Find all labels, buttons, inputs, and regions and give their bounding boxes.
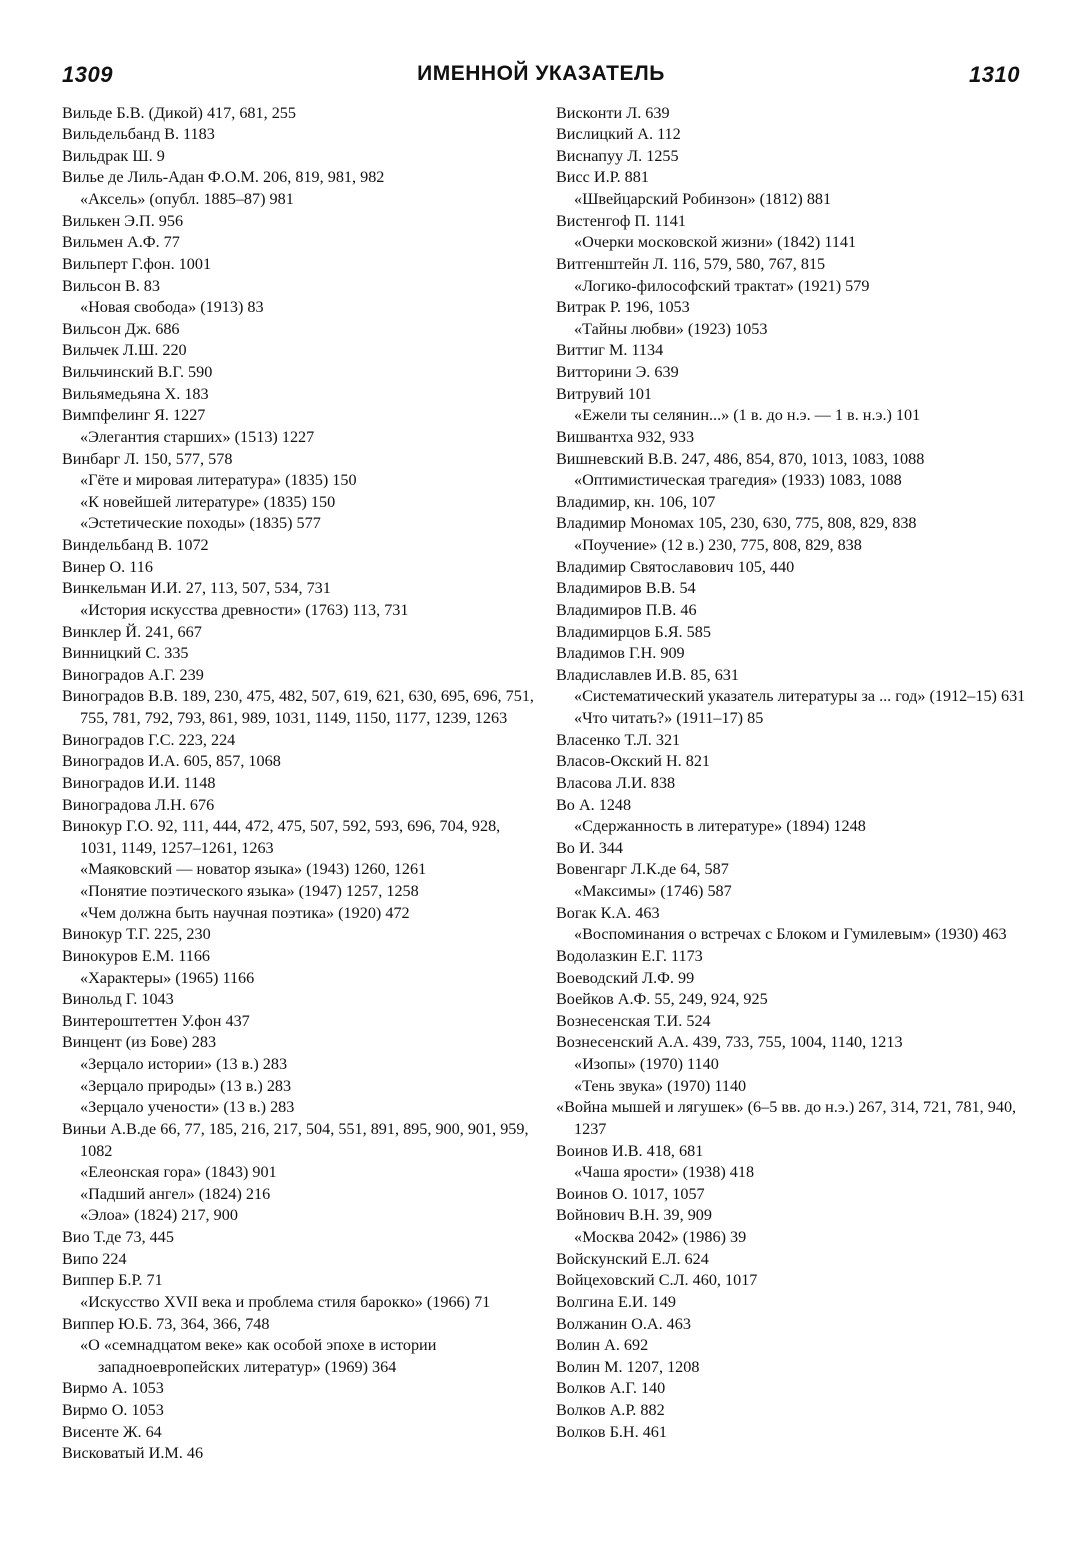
index-subentry: «О «семнадцатом веке» как особой эпохе в истории западноевропейских литератур» (1969) 364 bbox=[80, 1336, 437, 1376]
index-entry: Владимир Мономах 105, 230, 630, 775, 808, 829, 838 bbox=[556, 514, 917, 533]
right-page-number: 1310 bbox=[969, 62, 1020, 87]
index-entry: Воинов И.В. 418, 681 bbox=[556, 1141, 704, 1160]
index-subentry: «Логико-философский трактат» (1921) 579 bbox=[574, 276, 870, 295]
index-subentry: «Эстетические походы» (1835) 577 bbox=[80, 514, 321, 533]
index-subentry: «Максимы» (1746) 587 bbox=[574, 882, 732, 900]
index-entry: Випо 224 bbox=[62, 1249, 127, 1268]
index-entry: Вильмен А.Ф. 77 bbox=[62, 233, 180, 252]
index-subentry: «Елеонская гора» (1843) 901 bbox=[80, 1163, 277, 1182]
index-entry: Воеводский Л.Ф. 99 bbox=[556, 968, 695, 987]
index-entry: Витрак Р. 196, 1053 bbox=[556, 298, 690, 317]
index-entry: Виноградов В.В. 189, 230, 475, 482, 507, 619, 621, 630, 695, 696, 751, 755, 781, 792, 793, 861, 989, 1031, 1149, 1150, 1177, 1239, 1263 bbox=[62, 687, 534, 727]
index-entry: Вишвантха 932, 933 bbox=[556, 427, 695, 446]
index-entry: Винницкий С. 335 bbox=[62, 644, 189, 663]
index-entry: Власова Л.И. 838 bbox=[556, 773, 676, 792]
index-entry: Вислицкий А. 112 bbox=[556, 125, 681, 144]
index-entry: Вирмо О. 1053 bbox=[62, 1401, 164, 1419]
index-subentry: «Что читать?» (1911–17) 85 bbox=[574, 709, 764, 727]
index-entry: Вилье де Лиль-Адан Ф.О.М. 206, 819, 981, 982 bbox=[62, 168, 385, 187]
index-subentry: «Чаша ярости» (1938) 418 bbox=[574, 1163, 755, 1182]
index-entry: Виснапуу Л. 1255 bbox=[556, 146, 679, 165]
index-subentry: «История искусства древности» (1763) 113, 731 bbox=[80, 600, 409, 619]
index-entry: Винер О. 116 bbox=[62, 557, 153, 576]
index-entry: Во А. 1248 bbox=[556, 795, 632, 814]
right-index-column bbox=[556, 103, 1026, 1444]
index-entry: Висконти Л. 639 bbox=[556, 103, 670, 122]
left-index-column bbox=[62, 103, 534, 1465]
index-entry: Виппер Ю.Б. 73, 364, 366, 748 bbox=[62, 1314, 270, 1333]
index-entry: Вильдельбанд В. 1183 bbox=[62, 125, 215, 144]
index-entry: Вишневский В.В. 247, 486, 854, 870, 1013, 1083, 1088 bbox=[556, 449, 925, 468]
index-entry: Винокур Г.О. 92, 111, 444, 472, 475, 507, 592, 593, 696, 704, 928, 1031, 1149, 1257–1261, 1263 bbox=[62, 817, 501, 857]
index-entry: Висковатый И.М. 46 bbox=[62, 1444, 204, 1463]
index-subentry: «Систематический указатель литературы за ... год» (1912–15) 631 bbox=[574, 687, 1026, 706]
index-entry: Войцеховский С.Л. 460, 1017 bbox=[556, 1271, 758, 1290]
index-entry: Вовенгарг Л.К.де 64, 587 bbox=[556, 860, 729, 879]
index-entry: Виноградова Л.Н. 676 bbox=[62, 795, 215, 814]
index-entry: Вимпфелинг Я. 1227 bbox=[62, 406, 206, 425]
index-subentry: «Элегантия старших» (1513) 1227 bbox=[80, 427, 315, 446]
index-entry: Владимиров В.В. 54 bbox=[556, 579, 696, 598]
index-entry: Во И. 344 bbox=[556, 838, 624, 857]
index-subentry: «Аксель» (опубл. 1885–87) 981 bbox=[80, 190, 294, 208]
index-entry: Владимир, кн. 106, 107 bbox=[556, 492, 716, 511]
index-entry: «Война мышей и лягушек» (6–5 вв. до н.э.) 267, 314, 721, 781, 940, 1237 bbox=[556, 1098, 1017, 1138]
index-entry: Вирмо А. 1053 bbox=[62, 1379, 164, 1398]
index-entry: Винклер Й. 241, 667 bbox=[62, 622, 202, 641]
index-entry: Винольд Г. 1043 bbox=[62, 990, 174, 1009]
index-entry: Вильчинский В.Г. 590 bbox=[62, 363, 213, 381]
index-entry: Виппер Б.Р. 71 bbox=[62, 1271, 163, 1290]
index-entry: Владиславлев И.В. 85, 631 bbox=[556, 665, 739, 684]
index-entry: Витгенштейн Л. 116, 579, 580, 767, 815 bbox=[556, 254, 826, 273]
index-entry: Винтероштеттен У.фон 437 bbox=[62, 1011, 250, 1030]
index-entry: Владимирцов Б.Я. 585 bbox=[556, 622, 711, 641]
index-entry: Виноградов Г.С. 223, 224 bbox=[62, 730, 236, 749]
index-entry: Висенте Ж. 64 bbox=[62, 1422, 162, 1441]
index-entry: Войскунский Е.Л. 624 bbox=[556, 1249, 709, 1268]
index-subentry: «Чем должна быть научная поэтика» (1920) 472 bbox=[80, 903, 410, 922]
index-subentry: «Падший ангел» (1824) 216 bbox=[80, 1184, 271, 1203]
index-entry: Винцент (из Бове) 283 bbox=[62, 1033, 217, 1052]
index-entry: Владимиров П.В. 46 bbox=[556, 600, 697, 619]
index-entry: Висс И.Р. 881 bbox=[556, 168, 649, 187]
index-entry: Водолазкин Е.Г. 1173 bbox=[556, 946, 703, 965]
index-entry: Вильямедьяна Х. 183 bbox=[62, 384, 209, 403]
index-entry: Винокур Т.Г. 225, 230 bbox=[62, 925, 211, 944]
index-entry: Виноградов И.А. 605, 857, 1068 bbox=[62, 752, 281, 771]
index-entry: Вилькен Э.П. 956 bbox=[62, 211, 184, 230]
index-subentry: «Элоа» (1824) 217, 900 bbox=[80, 1206, 238, 1225]
index-entry: Винбарг Л. 150, 577, 578 bbox=[62, 449, 233, 468]
index-entry: Виндельбанд В. 1072 bbox=[62, 536, 209, 554]
index-subentry: «Москва 2042» (1986) 39 bbox=[574, 1228, 747, 1246]
index-entry: Вио Т.де 73, 445 bbox=[62, 1228, 174, 1246]
index-subentry: «Зерцало истории» (13 в.) 283 bbox=[80, 1055, 288, 1073]
index-entry: Вознесенская Т.И. 524 bbox=[556, 1011, 711, 1030]
index-subentry: «Гёте и мировая литература» (1835) 150 bbox=[80, 471, 357, 490]
index-subentry: «К новейшей литературе» (1835) 150 bbox=[80, 492, 336, 511]
index-subentry: «Понятие поэтического языка» (1947) 1257, 1258 bbox=[80, 882, 419, 900]
index-entry: Власенко Т.Л. 321 bbox=[556, 730, 681, 749]
index-entry: Власов-Окский Н. 821 bbox=[556, 752, 711, 771]
index-entry: Вильде Б.В. (Дикой) 417, 681, 255 bbox=[62, 103, 296, 122]
index-subentry: «Поучение» (12 в.) 230, 775, 808, 829, 838 bbox=[574, 536, 862, 554]
index-entry: Волин М. 1207, 1208 bbox=[556, 1357, 700, 1376]
index-subentry: «Зерцало природы» (13 в.) 283 bbox=[80, 1076, 292, 1095]
index-entry: Вильдрак Ш. 9 bbox=[62, 146, 165, 165]
index-entry: Вильчек Л.Ш. 220 bbox=[62, 341, 187, 360]
index-entry: Волгина Е.И. 149 bbox=[556, 1292, 676, 1311]
index-subentry: «Ежели ты селянин...» (1 в. до н.э. — 1 в. н.э.) 101 bbox=[574, 406, 921, 425]
index-subentry: «Изопы» (1970) 1140 bbox=[574, 1055, 719, 1073]
index-subentry: «Воспоминания о встречах с Блоком и Гумилевым» (1930) 463 bbox=[574, 925, 1007, 944]
index-entry: Волжанин О.А. 463 bbox=[556, 1314, 691, 1333]
index-subentry: «Характеры» (1965) 1166 bbox=[80, 968, 255, 987]
index-entry: Войнович В.Н. 39, 909 bbox=[556, 1206, 712, 1225]
index-entry: Воинов О. 1017, 1057 bbox=[556, 1184, 705, 1203]
index-entry: Витрувий 101 bbox=[556, 384, 653, 403]
index-entry: Виттиг М. 1134 bbox=[556, 341, 664, 360]
index-entry: Винкельман И.И. 27, 113, 507, 534, 731 bbox=[62, 579, 331, 598]
index-subentry: «Новая свобода» (1913) 83 bbox=[80, 298, 264, 317]
index-subentry: «Искусство XVII века и проблема стиля барокко» (1966) 71 bbox=[80, 1292, 491, 1311]
index-entry: Вильсон Дж. 686 bbox=[62, 319, 180, 338]
index-entry: Владимов Г.Н. 909 bbox=[556, 644, 685, 663]
index-entry: Виньи А.В.де 66, 77, 185, 216, 217, 504, 551, 891, 895, 900, 901, 959, 1082 bbox=[62, 1119, 529, 1160]
index-entry: Воейков А.Ф. 55, 249, 924, 925 bbox=[556, 990, 768, 1009]
index-entry: Вистенгоф П. 1141 bbox=[556, 211, 686, 230]
index-entry: Волков А.Р. 882 bbox=[556, 1401, 665, 1419]
index-entry: Вильсон В. 83 bbox=[62, 276, 160, 295]
index-entry: Вильперт Г.фон. 1001 bbox=[62, 254, 212, 273]
index-entry: Волков Б.Н. 461 bbox=[556, 1422, 667, 1441]
index-subentry: «Оптимистическая трагедия» (1933) 1083, 1088 bbox=[574, 471, 902, 490]
index-entry: Витторини Э. 639 bbox=[556, 363, 679, 381]
index-entry: Вогак К.А. 463 bbox=[556, 903, 660, 922]
index-entry: Виноградов И.И. 1148 bbox=[62, 773, 216, 792]
page-title: ИМЕННОЙ УКАЗАТЕЛЬ bbox=[417, 62, 665, 85]
index-entry: Винокуров Е.М. 1166 bbox=[62, 946, 211, 965]
index-subentry: «Тень звука» (1970) 1140 bbox=[574, 1076, 747, 1095]
index-entry: Владимир Святославович 105, 440 bbox=[556, 557, 795, 576]
index-entry: Волин А. 692 bbox=[556, 1336, 649, 1355]
left-page-number: 1309 bbox=[62, 62, 113, 87]
index-subentry: «Сдержанность в литературе» (1894) 1248 bbox=[574, 817, 866, 836]
index-entry: Виноградов А.Г. 239 bbox=[62, 665, 204, 684]
index-entry: Волков А.Г. 140 bbox=[556, 1379, 666, 1398]
index-subentry: «Зерцало учености» (13 в.) 283 bbox=[80, 1098, 295, 1117]
page-header bbox=[60, 62, 1022, 92]
index-subentry: «Маяковский — новатор языка» (1943) 1260, 1261 bbox=[80, 860, 427, 879]
index-subentry: «Швейцарский Робинзон» (1812) 881 bbox=[574, 190, 832, 208]
index-subentry: «Тайны любви» (1923) 1053 bbox=[574, 319, 768, 338]
index-entry: Вознесенский А.А. 439, 733, 755, 1004, 1140, 1213 bbox=[556, 1033, 903, 1052]
index-subentry: «Очерки московской жизни» (1842) 1141 bbox=[574, 233, 857, 252]
